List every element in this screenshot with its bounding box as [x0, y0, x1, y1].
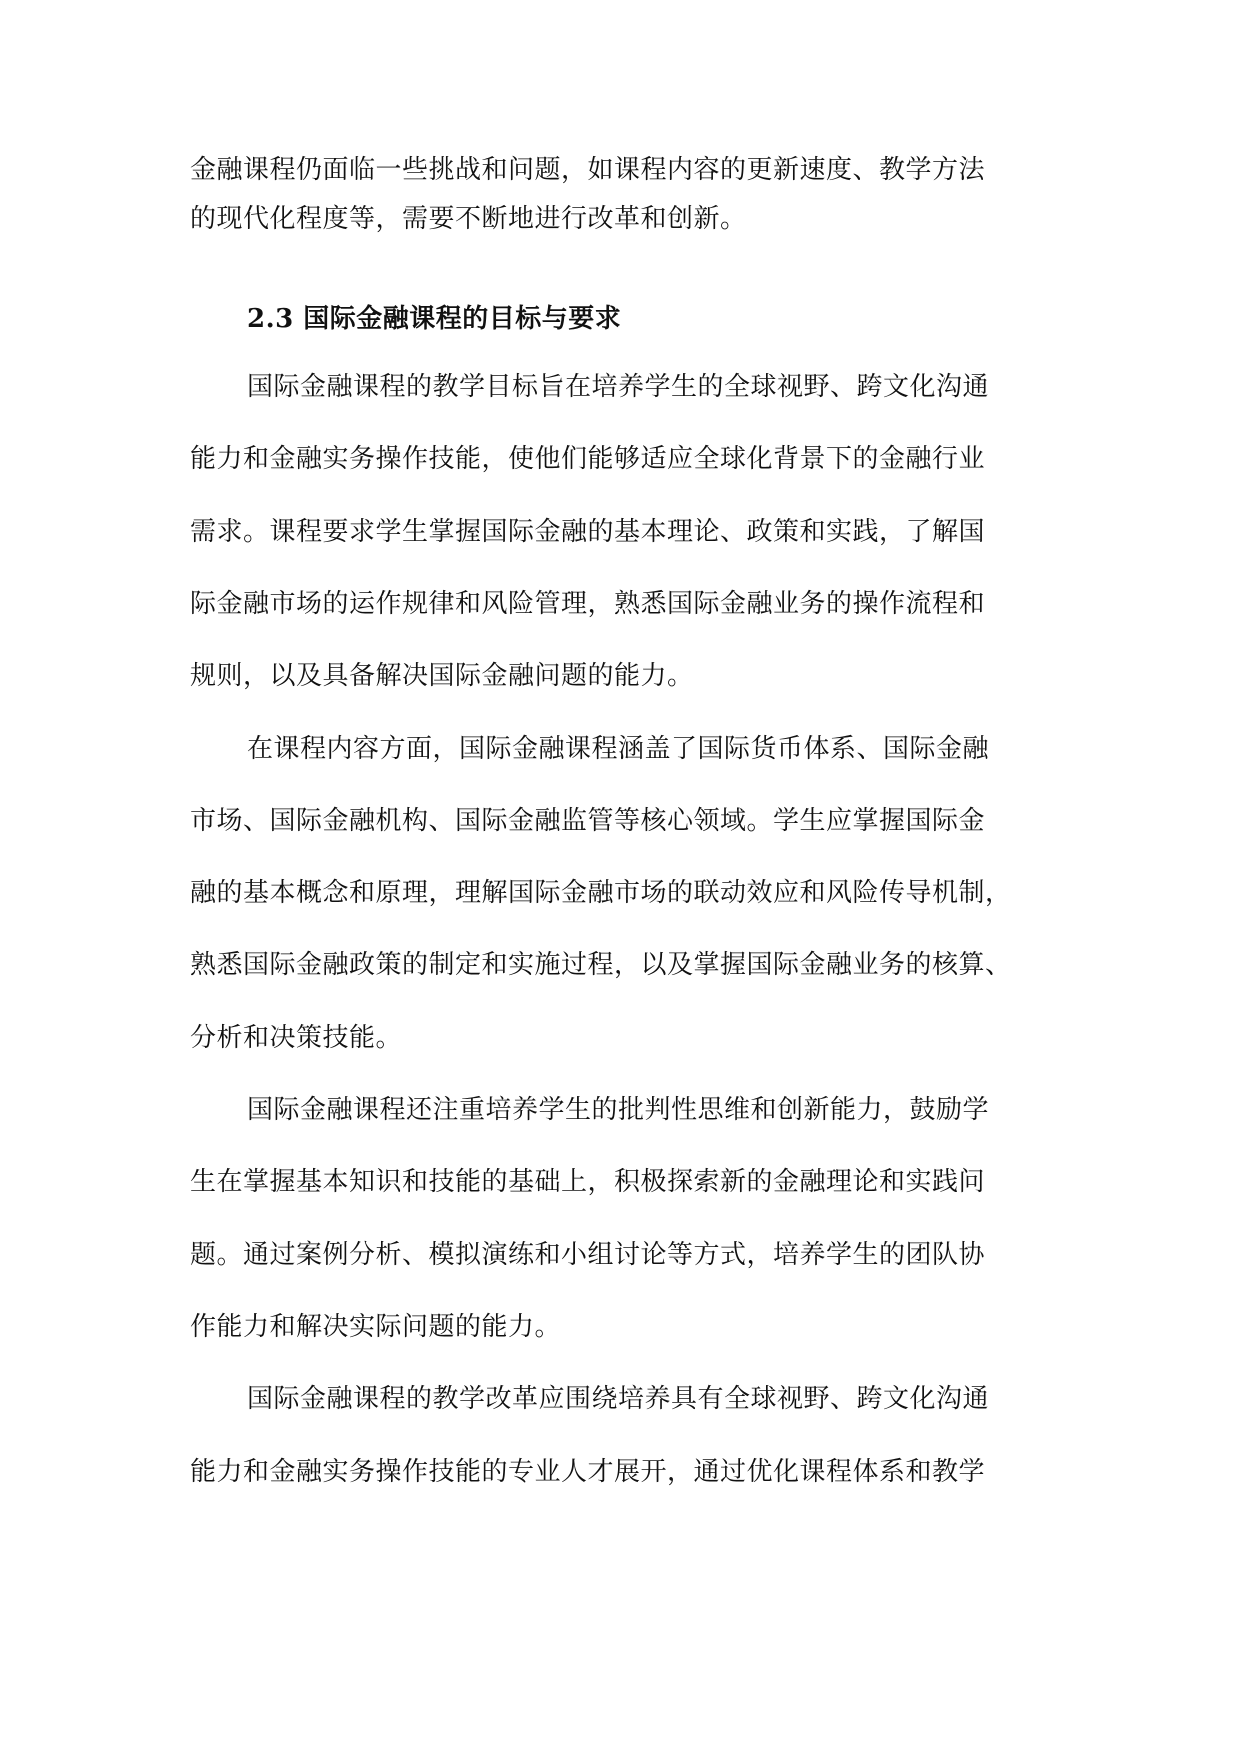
text-line: 题。通过案例分析、模拟演练和小组讨论等方式，培养学生的团队协 [190, 1240, 986, 1270]
text-line: 作能力和解决实际问题的能力。 [190, 1312, 562, 1342]
text-line: 能力和金融实务操作技能的专业人才展开，通过优化课程体系和教学 [190, 1457, 986, 1487]
text-line: 熟悉国际金融政策的制定和实施过程，以及掌握国际金融业务的核算、 [190, 950, 1012, 980]
text-line: 能力和金融实务操作技能，使他们能够适应全球化背景下的金融行业 [190, 444, 986, 474]
section-heading: 2.3 国际金融课程的目标与要求 [247, 304, 622, 334]
text-line: 金融课程仍面临一些挑战和问题，如课程内容的更新速度、教学方法 [190, 155, 986, 185]
text-line: 际金融市场的运作规律和风险管理，熟悉国际金融业务的操作流程和 [190, 589, 986, 619]
text-line: 生在掌握基本知识和技能的基础上，积极探索新的金融理论和实践问 [190, 1167, 986, 1197]
text-line: 需求。课程要求学生掌握国际金融的基本理论、政策和实践，了解国 [190, 517, 986, 547]
text-line: 国际金融课程还注重培养学生的批判性思维和创新能力，鼓励学 [247, 1095, 990, 1125]
text-line: 的现代化程度等，需要不断地进行改革和创新。 [190, 204, 747, 234]
text-line: 融的基本概念和原理，理解国际金融市场的联动效应和风险传导机制， [190, 878, 1012, 908]
text-line: 国际金融课程的教学改革应围绕培养具有全球视野、跨文化沟通 [247, 1384, 990, 1414]
text-line: 国际金融课程的教学目标旨在培养学生的全球视野、跨文化沟通 [247, 372, 990, 402]
text-line: 市场、国际金融机构、国际金融监管等核心领域。学生应掌握国际金 [190, 806, 986, 836]
text-line: 在课程内容方面，国际金融课程涵盖了国际货币体系、国际金融 [247, 734, 990, 764]
text-line: 规则，以及具备解决国际金融问题的能力。 [190, 661, 694, 691]
text-line: 分析和决策技能。 [190, 1023, 403, 1053]
